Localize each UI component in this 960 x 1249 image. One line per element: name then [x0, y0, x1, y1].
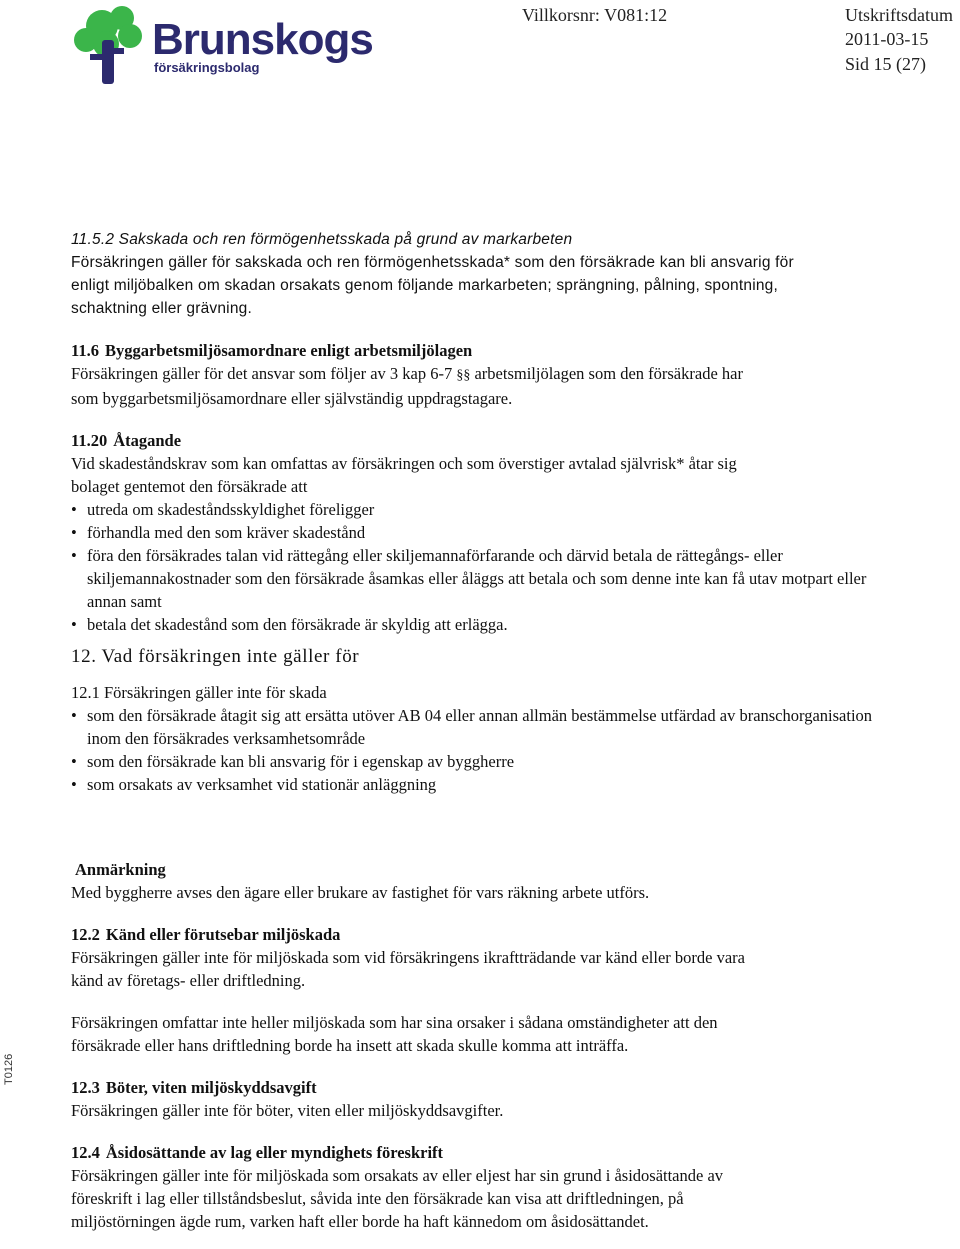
paragraph-line: Försäkringen gäller inte för miljöskada som vid försäkringens ikraftträdande var känd eller borde vara [71, 948, 745, 967]
terms-number: Villkorsnr: V081:12 [522, 5, 668, 25]
section-12-2 [71, 923, 879, 1057]
print-date: 2011-03-15 [845, 29, 929, 49]
paragraph-line [71, 362, 879, 387]
text-fragment: Försäkringen gäller för det ansvar som följer av 3 kap 6-7 [71, 364, 457, 383]
section-title: Åtagande [113, 431, 182, 450]
section-number: 12.3 [71, 1078, 100, 1097]
section-heading [71, 339, 879, 362]
paragraph-line: Försäkringen gäller inte för miljöskada som orsakats av eller eljest har sin grund i åsidosättande av [71, 1166, 724, 1185]
section-heading [71, 429, 879, 452]
section-heading [71, 1076, 879, 1099]
section-12-4 [71, 1141, 879, 1233]
paragraph-line: schaktning eller grävning. [71, 300, 252, 317]
document-body [71, 228, 879, 1233]
bullet-list [71, 704, 879, 796]
chapter-heading: 12. Vad försäkringen inte gäller för [71, 646, 360, 667]
document-code: T0126 [3, 1053, 15, 1085]
paragraph-line: enligt miljöbalken om skadan orsakats genom följande markarbeten; sprängning, pålning, spontning, [71, 277, 778, 294]
brand-name: Brunskogs [152, 15, 373, 64]
section-heading: 12.1 Försäkringen gäller inte för skada [71, 683, 327, 702]
tree-logo-icon [72, 4, 150, 84]
section-11-6 [71, 339, 879, 410]
paragraph-line: känd av företags- eller driftledning. [71, 971, 306, 990]
text-fragment: arbetsmiljölagen som den försäkrade har [470, 364, 743, 383]
list-item: • som den försäkrade åtagit sig att ersätta utöver AB 04 eller annan allmän bestämmelse utfärdad av branschorganisation inom den försäkrades verksamhetsområde [71, 704, 879, 750]
section-11-5-2 [71, 228, 879, 320]
paragraph-line: miljöstörningen ägde rum, varken haft eller borde ha haft kännedom om åsidosättandet. [71, 1212, 649, 1231]
paragraph-line: föreskrift i lag eller tillståndsbeslut, såvida inte den försäkrade kan visa att driftledningen, på [71, 1189, 684, 1208]
paragraph-line: bolaget gentemot den försäkrade att [71, 477, 308, 496]
section-12-1 [71, 681, 879, 796]
list-item: • utreda om skadeståndsskyldighet föreligger [71, 498, 879, 521]
list-item: • förhandla med den som kräver skadestånd [71, 521, 879, 544]
list-item: • föra den försäkrades talan vid rättegång eller skiljemannaförfarande och därvid betala de rättegångs- eller skiljemannakostnader som den försäkrade åsamkas eller åläggs att betala och som denne inte kan få utav motpart eller annan samt [71, 544, 879, 613]
page-number: Sid 15 (27) [845, 54, 926, 74]
section-heading [71, 923, 879, 946]
bullet-list [71, 498, 879, 636]
section-title: Åsidosättande av lag eller myndighets föreskrift [105, 1143, 444, 1162]
list-item: • som den försäkrade kan bli ansvarig för i egenskap av byggherre [71, 750, 879, 773]
note-text: Med byggherre avses den ägare eller brukare av fastighet för vars räkning arbete utförs. [71, 883, 650, 902]
section-12-3 [71, 1076, 879, 1122]
paragraph-line: försäkrade eller hans driftledning borde ha insett att skada skulle komma att inträffa. [71, 1036, 629, 1055]
paragraph-line: Försäkringen omfattar inte heller miljöskada som har sina orsaker i sådana omständigheter att den [71, 1013, 718, 1032]
paragraph-line: som byggarbetsmiljösamordnare eller självständig uppdragstagare. [71, 389, 513, 408]
list-item: • betala det skadestånd som den försäkrade är skyldig att erlägga. [71, 613, 879, 636]
section-title: Byggarbetsmiljösamordnare enligt arbetsmiljölagen [104, 341, 473, 360]
section-number: 12.2 [71, 925, 100, 944]
list-item: • som orsakats av verksamhet vid stationär anläggning [71, 773, 879, 796]
note-title: Anmärkning [75, 860, 166, 879]
print-date-label: Utskriftsdatum [845, 5, 953, 25]
section-11-20 [71, 429, 879, 636]
paragraph-sign: §§ [456, 368, 471, 383]
section-number: 11.20 [71, 431, 108, 450]
paragraph-line: Försäkringen gäller för sakskada och ren förmögenhetsskada* som den försäkrade kan bli ansvarig för [71, 254, 794, 271]
note [71, 858, 879, 904]
paragraph-line: Vid skadeståndskrav som kan omfattas av försäkringen och som överstiger avtalad självrisk* åtar sig [71, 454, 737, 473]
section-title: Böter, viten miljöskyddsavgift [105, 1078, 317, 1097]
section-number: 11.6 [71, 341, 99, 360]
company-logo [72, 4, 373, 84]
section-heading: 11.5.2 Sakskada och ren förmögenhetsskada på grund av markarbeten [71, 231, 573, 248]
paragraph-line: Försäkringen gäller inte för böter, viten eller miljöskyddsavgifter. [71, 1101, 504, 1120]
section-heading [71, 1141, 879, 1164]
section-number: 12.4 [71, 1143, 100, 1162]
brand-subtitle: försäkringsbolag [154, 60, 260, 75]
section-title: Känd eller förutsebar miljöskada [105, 925, 341, 944]
